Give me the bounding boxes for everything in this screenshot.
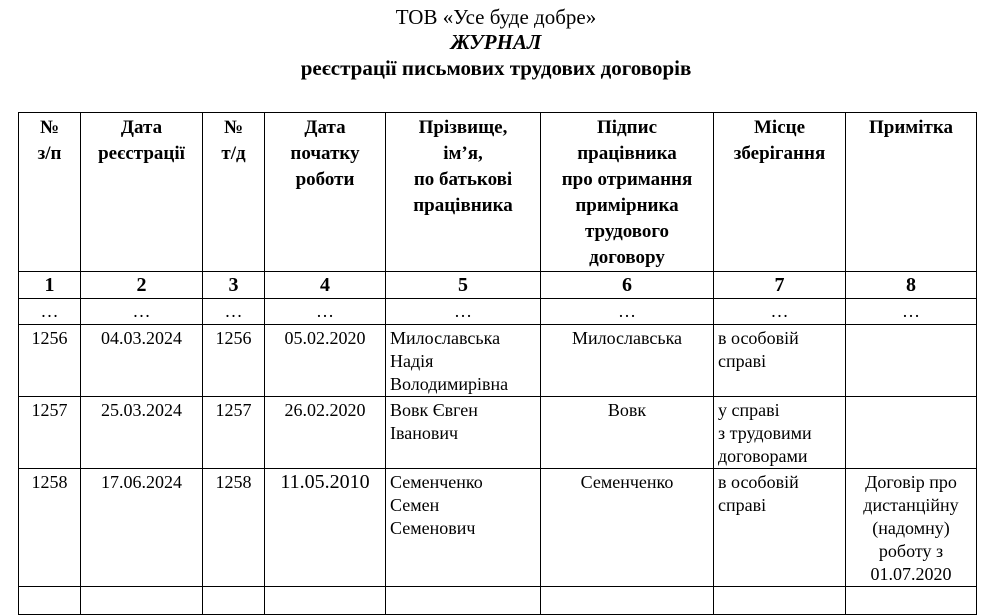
cell-reg-date: 25.03.2024 — [81, 397, 203, 469]
cell-full-name: Вовк Євген Іванович — [386, 397, 541, 469]
cell-storage: у справі з трудовими договорами — [714, 397, 846, 469]
document-subtitle: реєстрації письмових трудових договорів — [300, 56, 692, 80]
document-header — [0, 4, 992, 81]
cell-note — [846, 397, 977, 469]
cell-no: 1256 — [19, 325, 81, 397]
cell-full-name: Семенченко Семен Семенович — [386, 469, 541, 587]
column-number: 4 — [265, 272, 386, 299]
empty-cell — [19, 587, 81, 615]
ellipsis-cell: … — [81, 299, 203, 325]
cell-note: Договір про дистанційну (надомну) роботу з 01.07.2020 — [846, 469, 977, 587]
cell-no: 1257 — [19, 397, 81, 469]
cell-storage: в особовій справі — [714, 325, 846, 397]
cell-note — [846, 325, 977, 397]
ellipsis-cell: … — [265, 299, 386, 325]
ellipsis-cell: … — [386, 299, 541, 325]
cell-no: 1258 — [19, 469, 81, 587]
column-number: 1 — [19, 272, 81, 299]
table-row — [19, 325, 977, 397]
cell-reg-date: 17.06.2024 — [81, 469, 203, 587]
column-number: 6 — [541, 272, 714, 299]
empty-cell — [203, 587, 265, 615]
column-header-storage: Місце зберігання — [714, 113, 846, 272]
column-header-no: № з/п — [19, 113, 81, 272]
column-number: 2 — [81, 272, 203, 299]
column-header-start-date: Дата початку роботи — [265, 113, 386, 272]
registration-journal-table — [18, 112, 977, 615]
column-number: 8 — [846, 272, 977, 299]
ellipsis-cell: … — [203, 299, 265, 325]
table-row — [19, 469, 977, 587]
column-number-row — [19, 272, 977, 299]
column-header-signature: Підпис працівника про отримання примірника трудового договору — [541, 113, 714, 272]
cell-signature: Вовк — [541, 397, 714, 469]
cell-contract-no: 1258 — [203, 469, 265, 587]
cell-full-name: Милославська Надія Володимирівна — [386, 325, 541, 397]
cell-reg-date: 04.03.2024 — [81, 325, 203, 397]
empty-cell — [846, 587, 977, 615]
cell-signature: Семенченко — [541, 469, 714, 587]
cell-signature: Милославська — [541, 325, 714, 397]
cell-contract-no: 1257 — [203, 397, 265, 469]
cell-storage: в особовій справі — [714, 469, 846, 587]
header-row — [19, 113, 977, 272]
table-row — [19, 397, 977, 469]
cell-contract-no: 1256 — [203, 325, 265, 397]
column-number: 3 — [203, 272, 265, 299]
cell-start-date: 26.02.2020 — [265, 397, 386, 469]
empty-cell — [541, 587, 714, 615]
organization-name: ТОВ «Усе буде добре» — [395, 5, 597, 29]
empty-cell — [714, 587, 846, 615]
empty-cell — [81, 587, 203, 615]
column-number: 5 — [386, 272, 541, 299]
document-title: ЖУРНАЛ — [450, 30, 542, 54]
ellipsis-row — [19, 299, 977, 325]
empty-cell — [386, 587, 541, 615]
ellipsis-cell: … — [19, 299, 81, 325]
column-header-contract-no: № т/д — [203, 113, 265, 272]
ellipsis-cell: … — [541, 299, 714, 325]
column-header-reg-date: Дата реєстрації — [81, 113, 203, 272]
empty-row — [19, 587, 977, 615]
column-header-full-name: Прізвище, ім’я, по батькові працівника — [386, 113, 541, 272]
empty-cell — [265, 587, 386, 615]
column-number: 7 — [714, 272, 846, 299]
column-header-note: Примітка — [846, 113, 977, 272]
cell-start-date: 05.02.2020 — [265, 325, 386, 397]
ellipsis-cell: … — [714, 299, 846, 325]
cell-start-date: 11.05.2010 — [265, 469, 386, 587]
ellipsis-cell: … — [846, 299, 977, 325]
